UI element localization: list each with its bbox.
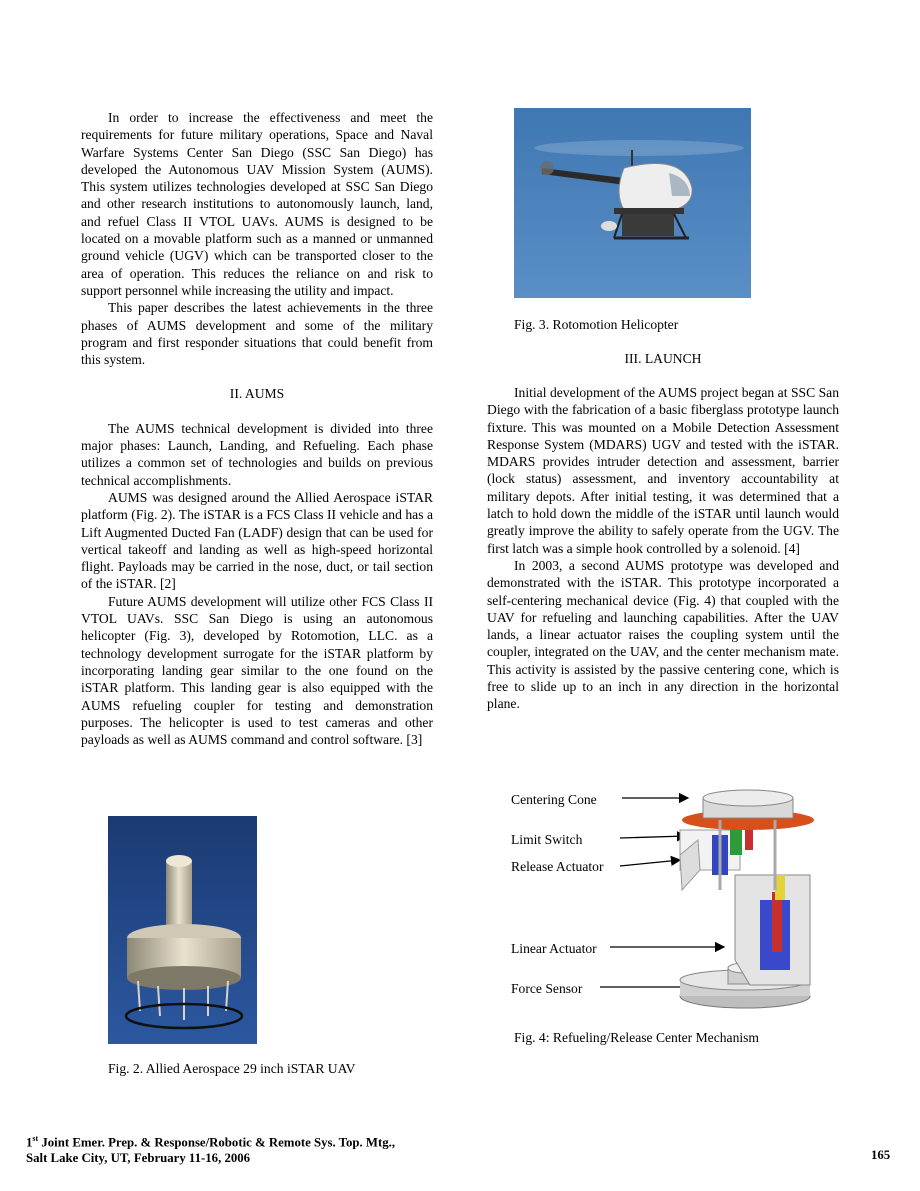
helicopter-illustration [514,108,751,298]
footer-line-2: Salt Lake City, UT, February 11-16, 2006 [26,1151,251,1166]
callout-centering-cone: Centering Cone [511,792,597,807]
fig3-helicopter-image [514,108,751,298]
arrow-limit-switch [620,836,686,838]
right-column-heading [487,350,839,367]
left-column [81,109,433,748]
intro-paragraph-1: In order to increase the effectiveness and meet the requirements for future military operations, Space and Naval Warfare Systems Center San Diego (SSC San Diego) has developed the Autonomous UAV Mission System (AUMS). This system utilizes technologies developed at SSC San Diego and other research institutions to autonomously launch, land, and refuel Class II VTOL UAVs. AUMS is designed to be located on a movable platform such as a manned or unmanned ground vehicle (UGV) which can be transported closer to the area of operation. This reduces the reliance on and risk to support personnel while increasing the utility and impact. [81,110,433,298]
callout-release-actuator: Release Actuator [511,859,604,874]
footer-conference [26,1131,395,1166]
fig4-mechanism-diagram [600,780,820,1020]
section-heading-launch: III. LAUNCH [624,351,702,366]
intro-paragraph-2: This paper describes the latest achievements in the three phases of AUMS development and some of the military program and first responder situations that could benefit from this system. [81,300,433,368]
aums-paragraph-3: Future AUMS development will utilize other FCS Class II VTOL UAVs. SSC San Diego is using an autonomous helicopter (Fig. 3), developed by Rotomotion, LLC. as a technology development surrogate for the iSTAR platform by incorporating landing gear similar to the one found on the iSTAR platform. This landing gear is also equipped with the AUMS refueling coupler for testing and demonstration purposes. The helicopter is used to test cameras and other payloads as well as AUMS command and control software. [3] [81,593,433,748]
arrow-release-actuator [620,860,680,866]
fig2-istar-uav-image [108,816,257,1044]
fig2-caption: Fig. 2. Allied Aerospace 29 inch iSTAR UAV [108,1061,356,1076]
footer-line-1: 1st Joint Emer. Prep. & Response/Robotic & Remote Sys. Top. Mtg., [26,1134,396,1150]
fig3-caption: Fig. 3. Rotomotion Helicopter [514,317,679,332]
section-heading-aums: II. AUMS [229,386,285,402]
fig4-caption: Fig. 4: Refueling/Release Center Mechanism [514,1030,760,1045]
launch-paragraph-2: In 2003, a second AUMS prototype was developed and demonstrated with the iSTAR. This prototype incorporated a self-centering mechanical device (Fig. 4) that coupled with the UAV for refueling and launching capabilities. After the UAV lands, a linear actuator raises the coupling system until the coupler, integrated on the UAV, and the center mechanism mate. This activity is assisted by the passive centering cone, which is free to slide up to an inch in any direction in the horizontal plane. [487,557,839,712]
aums-paragraph-2: AUMS was designed around the Allied Aerospace iSTAR platform (Fig. 2). The iSTAR is a FCS Class II vehicle and has a Lift Augmented Ducted Fan (LADF) design that can be used for vertical takeoff and landing as well as high-speed horizontal flight. Payloads may be carried in the nose, duct, or tail section of the iSTAR. [2] [81,489,433,592]
callout-linear-actuator: Linear Actuator [511,941,597,956]
callout-force-sensor: Force Sensor [511,981,583,996]
page-number: 165 [871,1148,891,1162]
aums-paragraph-1: The AUMS technical development is divided into three major phases: Launch, Landing, and Refueling. Each phase utilizes a common set of technologies and builds on previous technical accomplishments. [81,420,433,488]
launch-paragraph-1: Initial development of the AUMS project began at SSC San Diego with the fabrication of a basic fiberglass prototype launch fixture. This was mounted on a Mobile Detection Assessment Response System (MDARS) UGV and tested with the iSTAR. MDARS provides intruder detection and assessment, barrier (lock status) assessment, and inventory accountability at military depots. After initial testing, it was determined that a latch to hold down the middle of the iSTAR until launch would greatly improve the ability to safely operate from the UGV. The first latch was a simple hook controlled by a solenoid. [4] [487,385,839,556]
callout-limit-switch: Limit Switch [511,832,583,847]
right-column [487,384,839,713]
istar-uav-illustration [108,816,257,1044]
